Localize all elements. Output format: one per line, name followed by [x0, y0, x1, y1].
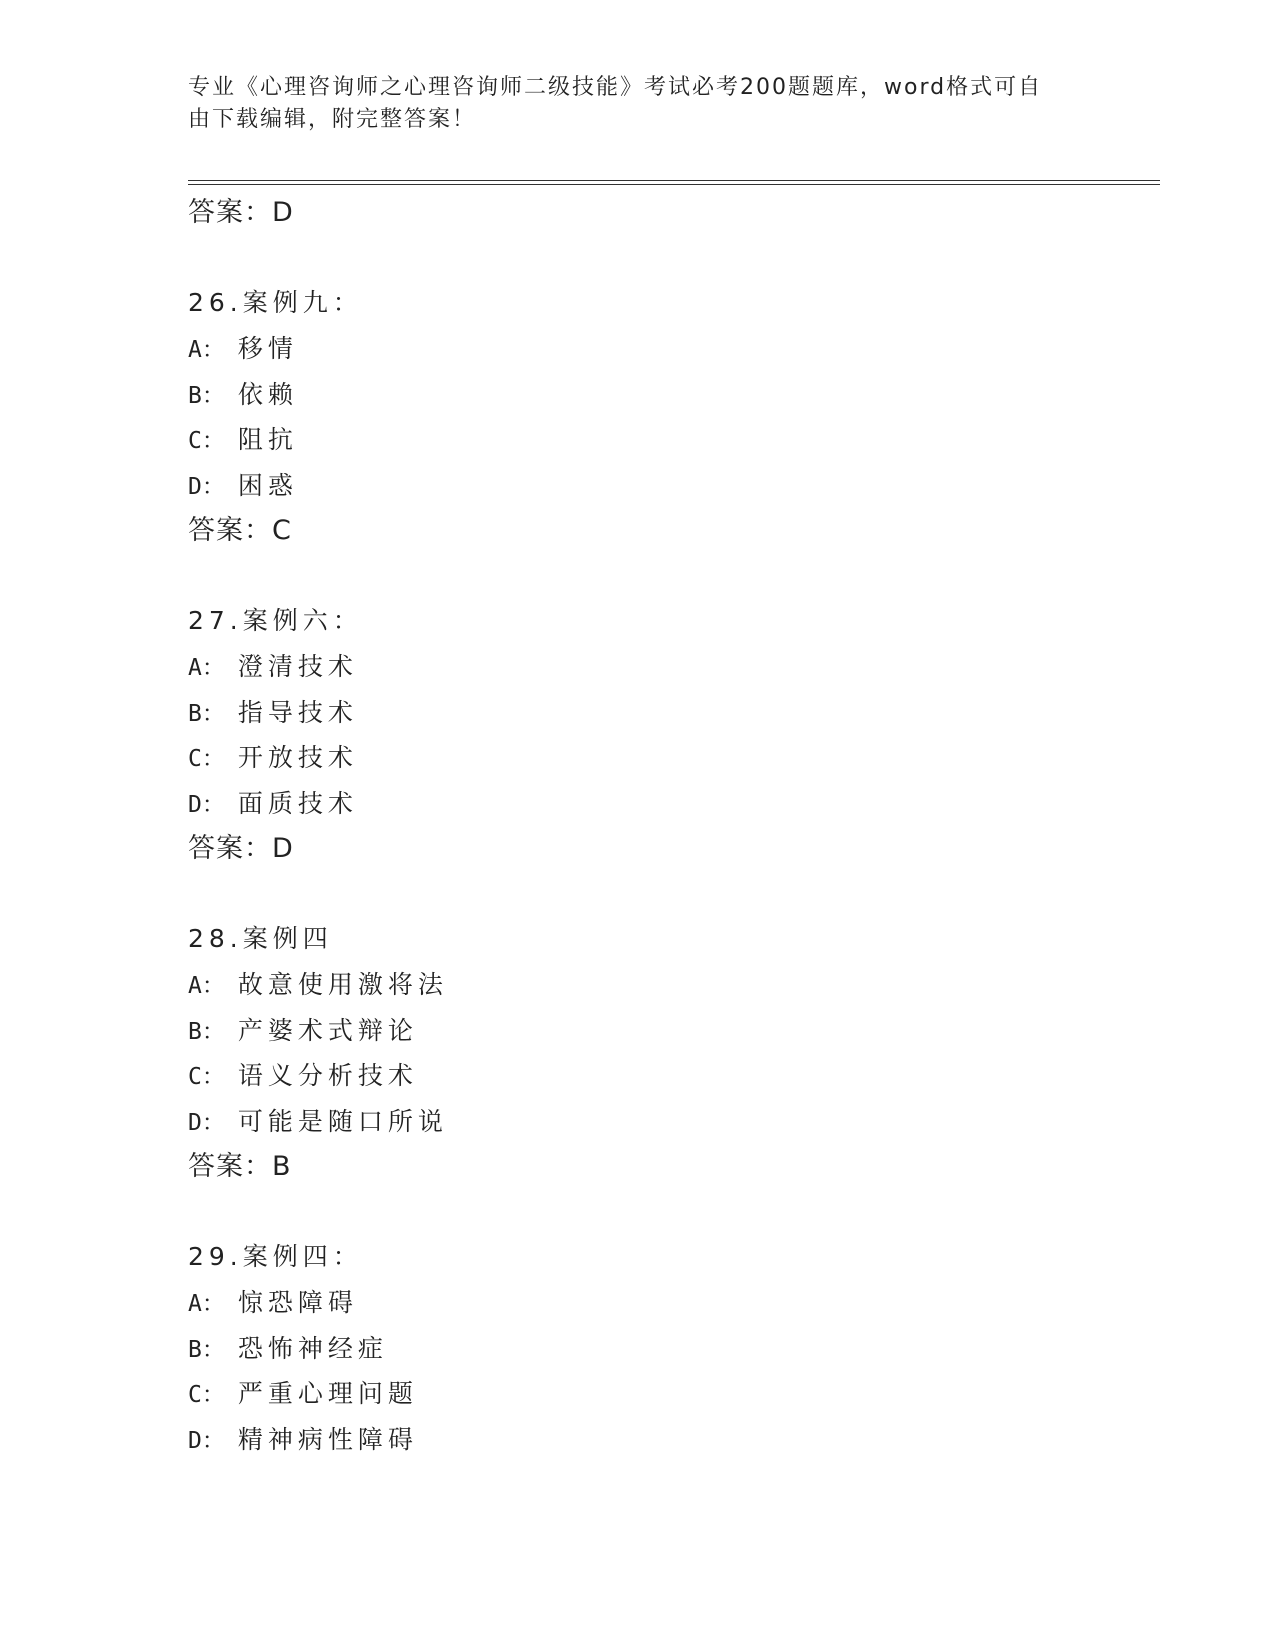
option-text: 惊恐障碍 — [237, 1288, 358, 1317]
option-d — [188, 781, 1148, 827]
option-text: 指导技术 — [237, 697, 358, 727]
option-a — [188, 1280, 1148, 1326]
option-key: B： — [188, 700, 225, 727]
header-divider-bottom — [188, 184, 1160, 185]
option-b — [188, 690, 1148, 736]
question-title: 28.案例四 — [188, 924, 333, 953]
answer-line: 答案：B — [188, 1151, 292, 1182]
option-text: 面质技术 — [237, 788, 358, 818]
option-key: A： — [188, 655, 225, 681]
option-text: 依赖 — [237, 379, 298, 409]
spacer — [188, 1190, 1148, 1234]
answer-line: 答案：D — [188, 833, 294, 864]
option-c — [188, 417, 1148, 463]
option-key: C： — [188, 746, 225, 772]
option-key: C： — [188, 1382, 225, 1408]
option-text: 澄清技术 — [237, 652, 358, 681]
option-text: 阻抗 — [237, 425, 298, 454]
option-key: C： — [188, 428, 225, 454]
answer-line: 答案：C — [188, 515, 292, 546]
question-title: 29.案例四： — [188, 1242, 363, 1271]
option-text: 移情 — [237, 334, 298, 363]
option-key: B： — [188, 382, 225, 409]
option-key: D： — [188, 791, 225, 818]
question-list — [188, 190, 1148, 1462]
spacer — [188, 236, 1148, 280]
option-c — [188, 1371, 1148, 1417]
option-b — [188, 1326, 1148, 1372]
option-b — [188, 372, 1148, 418]
option-a — [188, 644, 1148, 690]
option-key: D： — [188, 1427, 225, 1454]
option-text: 严重心理问题 — [237, 1379, 418, 1408]
spacer — [188, 554, 1148, 598]
answer-line: 答案：D — [188, 197, 294, 228]
option-key: D： — [188, 1109, 225, 1136]
option-key: D： — [188, 473, 225, 500]
spacer — [188, 872, 1148, 916]
option-key: A： — [188, 973, 225, 999]
option-text: 产婆术式辩论 — [237, 1015, 418, 1045]
option-text: 语义分析技术 — [237, 1061, 418, 1090]
option-d — [188, 463, 1148, 509]
option-key: A： — [188, 1291, 225, 1317]
option-key: B： — [188, 1336, 225, 1363]
option-a — [188, 962, 1148, 1008]
option-d — [188, 1099, 1148, 1145]
option-key: B： — [188, 1018, 225, 1045]
option-a — [188, 326, 1148, 372]
option-d — [188, 1417, 1148, 1463]
document-header — [188, 72, 1088, 136]
option-text: 开放技术 — [237, 743, 358, 772]
option-text: 恐怖神经症 — [237, 1333, 388, 1363]
option-key: A： — [188, 337, 225, 363]
option-text: 困惑 — [237, 470, 298, 500]
option-text: 精神病性障碍 — [237, 1424, 418, 1454]
question-title: 26.案例九： — [188, 288, 363, 317]
option-text: 可能是随口所说 — [237, 1106, 448, 1136]
option-b — [188, 1008, 1148, 1054]
option-c — [188, 735, 1148, 781]
option-text: 故意使用激将法 — [237, 970, 448, 999]
header-divider-top — [188, 180, 1160, 181]
option-c — [188, 1053, 1148, 1099]
option-key: C： — [188, 1064, 225, 1090]
question-title: 27.案例六： — [188, 606, 363, 635]
header-line-1: 专业《心理咨询师之心理咨询师二级技能》考试必考200题题库，word格式可自 — [188, 75, 1043, 100]
header-line-2: 由下载编辑，附完整答案！ — [188, 107, 477, 132]
